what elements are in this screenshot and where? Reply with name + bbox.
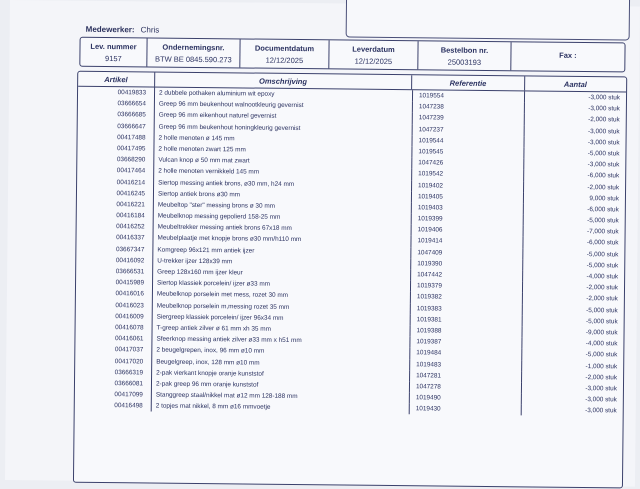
reference-cell: 1047442 xyxy=(410,269,522,281)
description-cell: Greep 96 mm eikenhout naturel gevernist xyxy=(154,110,412,124)
reference-cell: 1047426 xyxy=(411,157,523,169)
article-cell: 00417037 xyxy=(114,346,144,354)
employee-name: Chris xyxy=(140,25,160,35)
reference-cell: 1019483 xyxy=(409,359,521,371)
meta-value: 12/12/2025 xyxy=(265,55,304,65)
article-cell: 00417464 xyxy=(116,167,146,175)
description-cell: Greep 128x160 mm ijzer kleur xyxy=(152,267,410,281)
quantity-cell: -2,000 stuk xyxy=(523,181,625,193)
reference-cell: 1019545 xyxy=(411,146,523,158)
quantity-cell: -4,000 stuk xyxy=(522,270,624,282)
description-cell: 2-pak vierkant knopje oranje kunststof xyxy=(151,367,409,381)
column-header-reference: Referentie xyxy=(412,75,525,90)
items-table-body xyxy=(75,87,626,417)
description-cell: Siergreep klassiek porcelein/ ijzer 96x34 mm xyxy=(152,311,410,325)
meta-cell-company-number xyxy=(147,38,240,67)
reference-cell: 1019388 xyxy=(409,325,521,337)
reference-cell: 1019554 xyxy=(412,90,524,102)
article-cell: 00416078 xyxy=(115,324,144,332)
description-cell: 2 holle menoten vernikkeld 145 mm xyxy=(153,166,411,180)
article-cell: 03666531 xyxy=(115,268,145,276)
reference-cell: 1019382 xyxy=(410,292,522,304)
reference-cell: 1019406 xyxy=(411,224,523,236)
reference-cell: 1019399 xyxy=(411,213,523,225)
article-cell: 00416221 xyxy=(116,201,145,209)
reference-cell: 1019430 xyxy=(409,403,521,415)
description-cell: Komgreep 96x121 mm antiek ijzer xyxy=(152,244,410,258)
quantity-cell: -2,000 stuk xyxy=(522,293,624,305)
reference-cell: 1019403 xyxy=(411,202,523,214)
description-cell: Siertop klassiek porcelein/ ijzer ø33 mm xyxy=(152,278,410,292)
meta-header: Documentdatum xyxy=(254,43,315,53)
article-cell: 03666654 xyxy=(117,100,146,108)
article-cell: 00416214 xyxy=(116,178,146,186)
reference-cell: 1019383 xyxy=(410,303,522,315)
reference-cell: 1019387 xyxy=(409,336,521,348)
meta-value: 9157 xyxy=(105,53,122,63)
article-cell: 00416337 xyxy=(116,234,145,242)
quantity-cell: -6,000 stuk xyxy=(523,203,625,215)
article-cell: 03666319 xyxy=(114,368,144,377)
description-cell: 2-pak greep 96 mm oranje kunststof xyxy=(151,378,409,392)
quantity-cell: -5,000 stuk xyxy=(522,304,624,316)
quantity-cell: -3,000 stuk xyxy=(524,91,626,103)
meta-cell-supplier-number xyxy=(80,38,147,67)
meta-header: Leverdatum xyxy=(352,44,395,54)
description-cell: Meubelknop messing gepolierd 158-25 mm xyxy=(153,211,411,225)
description-cell: Meubeltop "ster" messing brons ø 30 mm xyxy=(153,199,411,213)
reference-cell: 1019484 xyxy=(409,348,521,360)
quantity-cell: -6,000 stuk xyxy=(523,170,625,182)
article-cell: 00416009 xyxy=(115,312,144,321)
employee-line xyxy=(86,25,160,35)
article-cell: 03666647 xyxy=(117,122,146,130)
quantity-cell: -1,000 stuk xyxy=(521,360,623,372)
reference-cell: 1019544 xyxy=(411,135,523,147)
reference-cell: 1047237 xyxy=(412,124,524,136)
description-cell: Vulcan knop ø 50 mm mat zwart xyxy=(153,155,411,169)
quantity-cell: -5,000 stuk xyxy=(523,147,625,159)
description-cell: Greep 96 mm beukenhout walnootkleurig gevernist xyxy=(154,99,412,113)
reference-cell: 1019390 xyxy=(410,258,522,270)
description-cell: Sfeerknop messing antiek zilver ø33 mm x h51 mm xyxy=(151,334,409,348)
reference-cell: 1047281 xyxy=(409,370,521,382)
quantity-cell: -7,000 stuk xyxy=(523,226,625,238)
quantity-cell: -5,000 stuk xyxy=(523,214,625,226)
description-cell: 2 beugelgrepen, inox, 96 mm ø10 mm xyxy=(151,345,409,359)
column-header-article: Artikel xyxy=(78,72,155,87)
description-cell: 2 dubbele pothaken aluminium wit epoxy xyxy=(154,88,412,102)
reference-cell: 1019402 xyxy=(411,180,523,192)
description-cell: U-trekker ijzer 128x39 mm xyxy=(152,255,410,269)
column-header-description: Omschrijving xyxy=(155,73,413,90)
reference-cell: 1019379 xyxy=(410,280,522,292)
quantity-cell: -5,000 stuk xyxy=(522,259,624,271)
quantity-cell: -3,000 stuk xyxy=(521,393,623,405)
reference-cell: 1019542 xyxy=(411,169,523,181)
article-cell: 00416252 xyxy=(116,223,145,231)
reference-cell: 1047239 xyxy=(412,113,524,125)
description-cell: Greep 96 mm beukenhout honingkleurig gevernist xyxy=(154,121,412,135)
employee-label: Medewerker: xyxy=(85,24,135,35)
article-cell: 00416498 xyxy=(114,402,143,410)
article-cell: 03668290 xyxy=(116,156,146,164)
article-cell: 03666081 xyxy=(114,379,144,388)
article-cell: 00417099 xyxy=(114,391,143,399)
article-cell: 00417495 xyxy=(116,145,146,153)
meta-header: Bestelbon nr. xyxy=(440,45,489,55)
reference-cell: 1019381 xyxy=(410,314,522,326)
description-cell: Meubeltrekker messing antiek brons 67x18 mm xyxy=(153,222,411,236)
quantity-cell: -3,000 stuk xyxy=(521,382,623,394)
meta-header: Fax : xyxy=(559,50,577,60)
meta-header: Lev. nummer xyxy=(90,41,137,51)
meta-header: Ondernemingsnr. xyxy=(162,42,225,52)
quantity-cell: -3,000 stuk xyxy=(523,159,625,171)
article-cell: 00417488 xyxy=(117,133,146,142)
meta-value: 25003193 xyxy=(447,57,482,67)
description-cell: T-greep antiek zilver ø 61 mm xh 35 mm xyxy=(152,322,410,336)
article-cell: 00416061 xyxy=(114,335,144,343)
quantity-cell: -3,000 stuk xyxy=(524,125,626,137)
quantity-cell: -3,000 stuk xyxy=(523,136,625,148)
meta-value: 12/12/2025 xyxy=(354,56,393,66)
description-cell: Siertop messing antiek brons, ø30 mm, h24 mm xyxy=(153,177,411,191)
quantity-cell: -5,000 stuk xyxy=(522,315,624,327)
reference-cell: 1047278 xyxy=(409,381,521,393)
reference-cell: 1047409 xyxy=(410,247,522,259)
description-cell: 2 holle menoten ø 145 mm xyxy=(154,132,412,146)
meta-cell-fax xyxy=(511,42,624,71)
notes-box xyxy=(346,0,630,40)
quantity-cell: -4,000 stuk xyxy=(521,337,623,349)
article-cell: 00415989 xyxy=(115,279,145,287)
article-cell: 00416023 xyxy=(115,301,144,309)
reference-cell: 1019414 xyxy=(410,236,522,248)
column-header-quantity: Aantal xyxy=(563,79,587,89)
description-cell: 2 holle menoten zwart 125 mm xyxy=(153,143,411,157)
quantity-cell: -5,000 stuk xyxy=(522,248,624,260)
quantity-cell: -5,000 stuk xyxy=(521,349,623,361)
reference-cell: 1019405 xyxy=(411,191,523,203)
description-cell: Siertop antiek brons ø30 mm xyxy=(153,188,411,202)
meta-cell-order-number xyxy=(418,41,511,70)
article-cell: 00416092 xyxy=(115,256,145,265)
description-cell: Meubelplaatje met knopje brons ø30 mm/h110 mm xyxy=(152,233,410,247)
quantity-cell: -2,000 stuk xyxy=(522,282,624,294)
description-cell: Meubelknop porselein m,messing rozet 35 mm xyxy=(152,300,410,314)
description-cell: Meubelknop porselein met mess, rozet 30 mm xyxy=(152,289,410,303)
article-cell: 00419833 xyxy=(117,89,147,97)
article-cell: 03666685 xyxy=(117,111,146,119)
quantity-cell: -6,000 stuk xyxy=(522,237,624,249)
article-cell: 00416016 xyxy=(115,290,144,298)
document-meta-table xyxy=(79,37,625,73)
meta-cell-delivery-date xyxy=(329,40,418,69)
quantity-cell: -2,000 stuk xyxy=(524,114,626,126)
meta-value xyxy=(511,62,624,63)
article-cell: 00416184 xyxy=(116,212,145,220)
reference-cell: 1047238 xyxy=(412,101,524,113)
quantity-cell: -3,000 stuk xyxy=(524,103,626,115)
items-table xyxy=(73,71,627,489)
delivery-note-page xyxy=(5,0,640,487)
article-cell: 00416245 xyxy=(116,189,146,198)
quantity-cell: -9,000 stuk xyxy=(521,326,623,338)
description-cell: 2 topjes mat nikkel, 8 mm ø16 mmvoetje xyxy=(151,401,409,415)
reference-cell: 1019490 xyxy=(409,392,521,404)
meta-cell-document-date xyxy=(240,39,329,68)
article-cell: 03667347 xyxy=(115,245,145,254)
description-cell: Beugelgreep, inox, 128 mm ø10 mm xyxy=(151,356,409,370)
quantity-cell: -3,000 stuk xyxy=(521,405,623,417)
description-cell: Stanggreep staal/nikkel mat ø12 mm 128-188 mm xyxy=(151,390,409,404)
article-cell: 00417020 xyxy=(114,357,144,365)
meta-value: BTW BE 0845.590.273 xyxy=(154,54,232,64)
quantity-cell: 9,000 stuk xyxy=(523,192,625,204)
quantity-cell: -2,000 stuk xyxy=(521,371,623,383)
